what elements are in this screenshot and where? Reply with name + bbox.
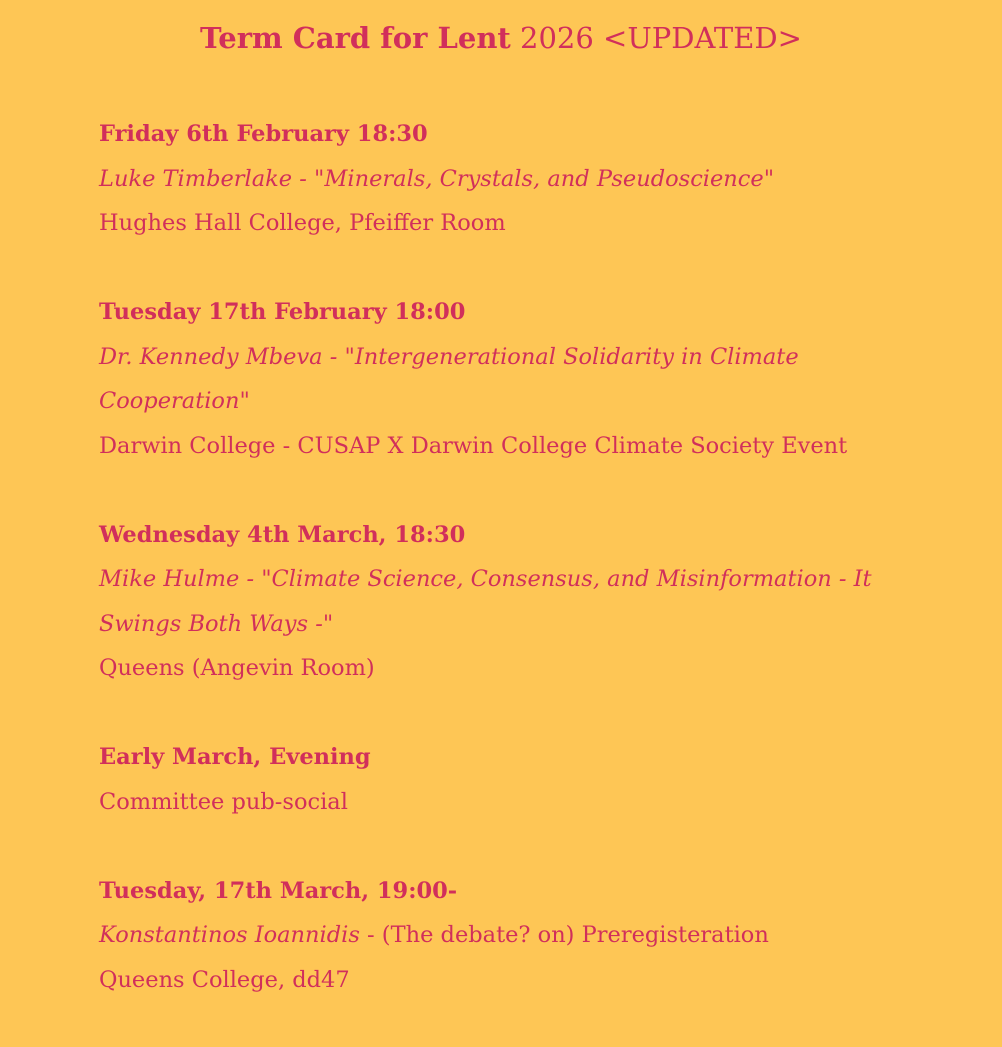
event-venue: Hughes Hall College, Pfeiffer Room [99, 210, 506, 236]
event-talk: Luke Timberlake - "Minerals, Crystals, and Pseudoscience" [99, 165, 775, 192]
event-date: Friday 6th February 18:30 [99, 121, 428, 147]
event-date: Tuesday, 17th March, 19:00- [99, 877, 458, 904]
event-item [99, 112, 939, 246]
event-venue: Queens College, dd47 [99, 966, 350, 993]
event-talk: Dr. Kennedy Mbeva - "Intergenerational Solidarity in Climate Cooperation" [99, 343, 799, 414]
event-venue: Darwin College - CUSAP X Darwin College Climate Society Event [99, 432, 848, 459]
event-venue: Queens (Angevin Room) [99, 655, 375, 681]
event-item [99, 869, 939, 1003]
event-date: Early March, Evening [99, 744, 371, 770]
event-talk [99, 913, 939, 958]
event-date: Wednesday 4th March, 18:30 [99, 521, 466, 548]
page-title-bold: Term Card for Lent [200, 21, 511, 55]
event-item [99, 513, 939, 691]
event-list [99, 112, 939, 1047]
event-venue: Committee pub-social [99, 788, 348, 815]
event-speaker: Konstantinos Ioannidis [99, 922, 360, 948]
event-item [99, 290, 939, 468]
event-topic: - (The debate? on) Preregisteration [359, 922, 769, 948]
event-date: Tuesday 17th February 18:00 [99, 299, 466, 325]
page-title [0, 18, 1002, 58]
page-title-rest: 2026 <UPDATED> [510, 21, 802, 55]
event-talk: Mike Hulme - "Climate Science, Consensus, and Misinformation - It Swings Both Ways -" [99, 566, 872, 637]
event-item [99, 735, 939, 824]
